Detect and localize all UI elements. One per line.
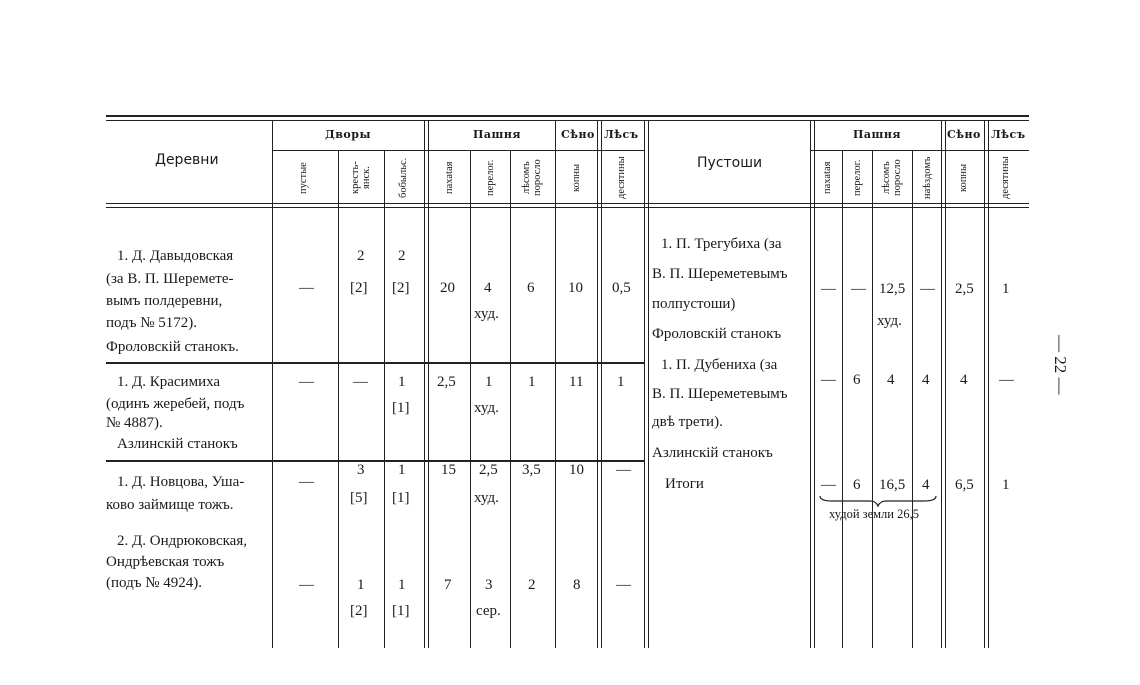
- row3-perelog: 2,5: [479, 462, 498, 478]
- sub-pustye: пустые: [298, 162, 309, 194]
- row2-pustye: —: [299, 374, 314, 390]
- row1-kopny: 10: [568, 280, 583, 296]
- page-number: — 22 —: [1051, 335, 1070, 395]
- totals-pakh: —: [821, 477, 836, 493]
- sub-naezd-right: наѣздомъ: [922, 156, 933, 200]
- sub-pakh-left: пахаtая: [444, 161, 455, 195]
- row3-perelog-q: худ.: [474, 490, 499, 506]
- brace-icon: [818, 494, 938, 508]
- row2-bobyl-b: [1]: [392, 400, 410, 416]
- row1-pakh: 20: [440, 280, 455, 296]
- row3-name-l2: ково займище тожъ.: [106, 497, 234, 513]
- top-rule-2: [106, 120, 1029, 121]
- row2-des: 1: [617, 374, 625, 390]
- row-sep-2: [106, 460, 644, 462]
- rrow2-des: —: [999, 372, 1014, 388]
- row2-name-l2: (одинъ жеребей, подъ: [106, 396, 245, 412]
- row2-krest: —: [353, 374, 368, 390]
- row2-perelog: 1: [485, 374, 493, 390]
- sub-des-left: десятины: [616, 156, 627, 200]
- rrow1-pakh: —: [821, 281, 836, 297]
- sub-des-right: десятины: [1000, 156, 1011, 200]
- row1-les: 6: [527, 280, 535, 296]
- row3-des: —: [616, 462, 631, 478]
- row4-name-l2: Ондрѣевская тожъ: [106, 554, 225, 570]
- row1-bobyl: 2: [398, 248, 406, 264]
- sub-pakh-right: пахаtая: [822, 161, 833, 195]
- row4-perelog: 3: [485, 577, 493, 593]
- row3-name-l1: 1. Д. Новцова, Ушa-: [117, 474, 245, 490]
- sub-kopny-left: копны: [571, 163, 582, 193]
- row3-pakh: 15: [441, 462, 456, 478]
- totals-les: 16,5: [879, 477, 906, 493]
- rrow2-name-l3: двѣ трети).: [652, 414, 723, 430]
- rrow1-des: 1: [1002, 281, 1010, 297]
- row4-pustye: —: [299, 577, 314, 593]
- rrow2-pakh: —: [821, 372, 836, 388]
- row4-krest-b: [2]: [350, 603, 368, 619]
- row1-name-l4: подъ № 5172).: [106, 315, 198, 331]
- row1-perelog: 4: [484, 280, 492, 296]
- rrow1-name-l3: полпустоши): [652, 296, 736, 312]
- row3-krest: 3: [357, 462, 365, 478]
- row1-krest: 2: [357, 248, 365, 264]
- row2-bobyl: 1: [398, 374, 406, 390]
- sub-les-right: лѣсомъ поросло: [881, 159, 903, 197]
- header-derevni: Деревни: [155, 152, 219, 168]
- row1-name-l1: 1. Д. Давыдовская: [117, 248, 234, 264]
- rrow1-name-l1: 1. П. Трегубиха (за: [661, 236, 782, 252]
- row2-name-l4: Азлинскій станокъ: [117, 436, 238, 452]
- row2-pakh: 2,5: [437, 374, 456, 390]
- header-seno-right: Сѣно: [947, 128, 981, 141]
- header-les-right: Лѣсъ: [991, 128, 1026, 141]
- sub-krest: кресть- янск.: [350, 161, 372, 195]
- row4-bobyl-b: [1]: [392, 603, 410, 619]
- sub-kopny-right: копны: [958, 163, 969, 193]
- header-pustoshi: Пустоши: [697, 155, 763, 171]
- rrow2-kopny: 4: [960, 372, 968, 388]
- rrow1-kopny: 2,5: [955, 281, 974, 297]
- header-rule-2: [106, 207, 1029, 208]
- row4-les: 2: [528, 577, 536, 593]
- row3-krest-b: [5]: [350, 490, 368, 506]
- totals-perelog: 6: [853, 477, 861, 493]
- header-seno-left: Сѣно: [561, 128, 595, 141]
- rrow1-naezd: —: [920, 281, 935, 297]
- group-rule-left: [272, 150, 644, 151]
- row4-bobyl: 1: [398, 577, 406, 593]
- row4-perelog-q: сер.: [476, 603, 501, 619]
- row1-perelog-q: худ.: [474, 306, 499, 322]
- rrow2-name-l4: Азлинскій станокъ: [652, 445, 773, 461]
- row1-name-l2: (за В. П. Шеремете-: [106, 271, 234, 287]
- row2-name-l1: 1. Д. Красимиха: [117, 374, 221, 390]
- rrow1-perelog: —: [851, 281, 866, 297]
- row4-name-l1: 2. Д. Ондрюковская,: [117, 533, 247, 549]
- rrow2-les: 4: [887, 372, 895, 388]
- totals-label: Итоги: [665, 476, 704, 492]
- row1-name-l5: Фроловскій станокъ.: [106, 339, 239, 355]
- sub-perelog-left: перелог.: [485, 159, 496, 197]
- top-rule: [106, 115, 1029, 117]
- row3-les: 3,5: [522, 462, 541, 478]
- row2-perelog-q: худ.: [474, 400, 499, 416]
- header-pashnya-left: Пашня: [473, 128, 522, 141]
- row1-bobyl-b: [2]: [392, 280, 410, 296]
- row-sep-1: [106, 362, 644, 364]
- rrow2-perelog: 6: [853, 372, 861, 388]
- row1-krest-b: [2]: [350, 280, 368, 296]
- row4-krest: 1: [357, 577, 365, 593]
- row3-kopny: 10: [569, 462, 584, 478]
- rrow2-name-l1: 1. П. Дубениха (за: [661, 357, 778, 373]
- row4-des: —: [616, 577, 631, 593]
- row2-les: 1: [528, 374, 536, 390]
- row2-kopny: 11: [569, 374, 584, 390]
- totals-kopny: 6,5: [955, 477, 974, 493]
- row4-kopny: 8: [573, 577, 581, 593]
- row3-pustye: —: [299, 474, 314, 490]
- row4-name-l3: (подъ № 4924).: [106, 575, 203, 591]
- rrow1-name-l4: Фроловскій станокъ: [652, 326, 782, 342]
- row1-des: 0,5: [612, 280, 631, 296]
- row2-name-l3: № 4887).: [106, 415, 163, 431]
- header-rule-1: [106, 203, 1029, 204]
- totals-des: 1: [1002, 477, 1010, 493]
- row1-pustye: —: [299, 280, 314, 296]
- sub-les-left: лѣсомъ поросло: [521, 159, 543, 197]
- rrow2-name-l2: В. П. Шереметевымъ: [652, 386, 788, 402]
- rrow1-les: 12,5: [879, 281, 906, 297]
- brace-note: худой земли 26,5: [829, 507, 919, 521]
- row1-name-l3: вымъ полдеревни,: [106, 293, 223, 309]
- sub-bobyl: бобыльс.: [398, 157, 409, 199]
- sub-perelog-right: перелог.: [852, 159, 863, 197]
- rrow1-name-l2: В. П. Шереметевымъ: [652, 266, 788, 282]
- totals-naezd: 4: [922, 477, 930, 493]
- row3-bobyl-b: [1]: [392, 490, 410, 506]
- header-les-left: Лѣсъ: [604, 128, 639, 141]
- header-dvory: Дворы: [325, 128, 371, 141]
- row4-pakh: 7: [444, 577, 452, 593]
- row3-bobyl: 1: [398, 462, 406, 478]
- header-pashnya-right: Пашня: [853, 128, 902, 141]
- rrow1-les-q: худ.: [877, 313, 902, 329]
- rrow2-naezd: 4: [922, 372, 930, 388]
